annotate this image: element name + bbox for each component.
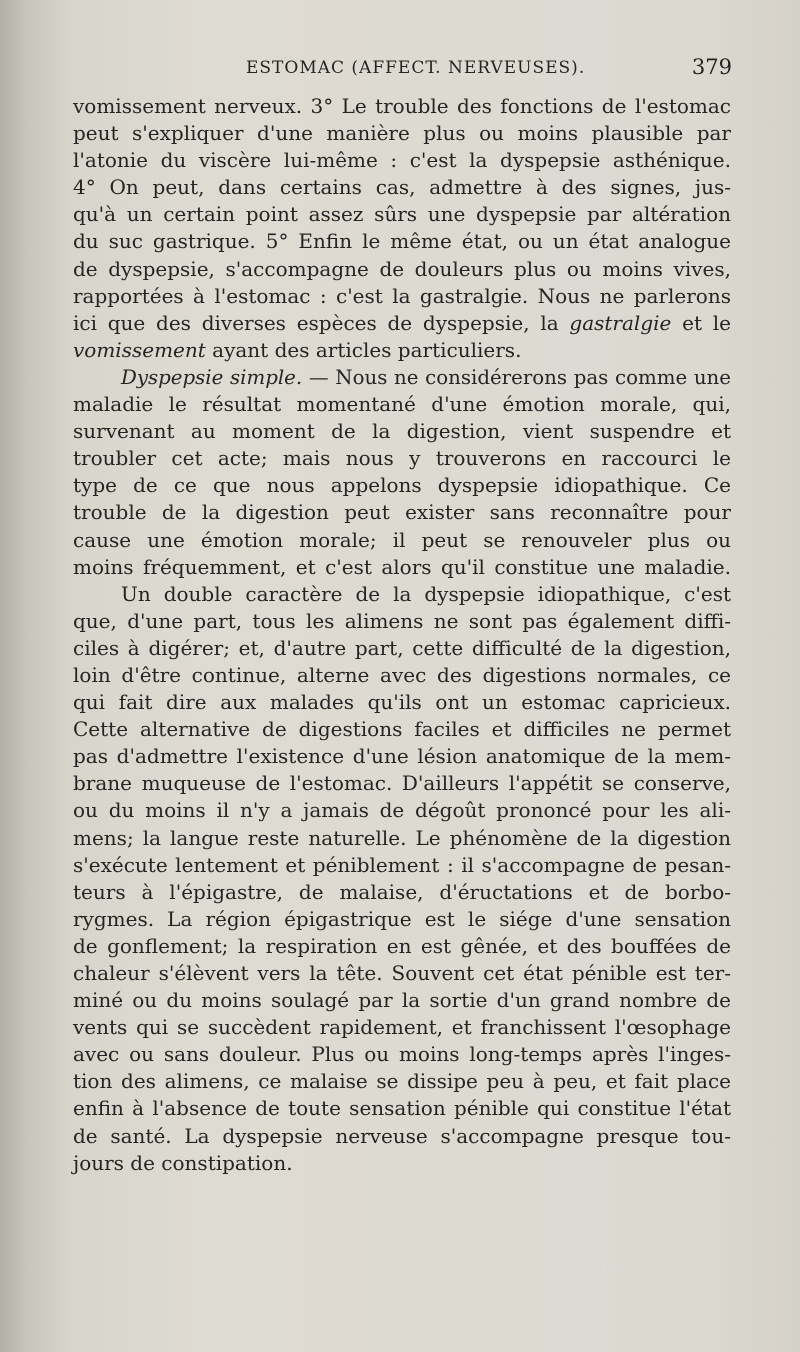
text-line: Dyspepsie simple. — Nous ne considérerons pas comme une <box>121 365 731 389</box>
text-line: troubler cet acte; mais nous y trouverons en raccourci le <box>73 446 731 471</box>
text-line: peut s'expliquer d'une manière plus ou moins plausible par <box>73 121 731 146</box>
text-line: vomissement ayant des articles particuliers. <box>73 337 522 362</box>
text-line: miné ou du moins soulagé par la sortie d'un grand nombre de <box>73 988 731 1013</box>
text-line: rapportées à l'estomac : c'est la gastralgie. Nous ne parlerons <box>73 283 731 308</box>
text-line: que, d'une part, tous les alimens ne sont pas également diffi- <box>73 608 731 633</box>
text-line: tion des alimens, ce malaise se dissipe peu à peu, et fait place <box>73 1069 731 1094</box>
text-line: avec ou sans douleur. Plus ou moins long-temps après l'inges- <box>73 1042 731 1067</box>
page-header <box>70 55 732 88</box>
text-line: Un double caractère de la dyspepsie idiopathique, c'est <box>121 581 731 606</box>
running-title: ESTOMAC (AFFECT. NERVEUSES). <box>246 58 586 78</box>
text-line: de dyspepsie, s'accompagne de douleurs plus ou moins vives, <box>73 256 731 281</box>
text-line: rygmes. La région épigastrique est le siége d'une sensation <box>73 906 731 931</box>
page-number: 379 <box>691 55 732 79</box>
emphasis: vomissement <box>73 337 206 362</box>
text-line: mens; la langue reste naturelle. Le phénomène de la digestion <box>73 825 731 850</box>
text-line: maladie le résultat momentané d'une émotion morale, qui, <box>73 392 731 417</box>
text-line: ou du moins il n'y a jamais de dégoût prononcé pour les ali- <box>73 798 731 823</box>
text-line: enfin à l'absence de toute sensation pénible qui constitue l'état <box>73 1096 731 1121</box>
text-line: ciles à digérer; et, d'autre part, cette difficulté de la digestion, <box>73 635 731 660</box>
text-line: brane muqueuse de l'estomac. D'ailleurs l'appétit se conserve, <box>73 771 731 796</box>
emphasis: Dyspepsie simple. <box>121 365 303 389</box>
text-line: cause une émotion morale; il peut se renouveler plus ou <box>73 527 731 552</box>
text-line: Cette alternative de digestions faciles et difficiles ne permet <box>73 717 731 742</box>
text-line: pas d'admettre l'existence d'une lésion anatomique de la mem- <box>73 744 731 769</box>
text-line: type de ce que nous appelons dyspepsie idiopathique. Ce <box>73 473 731 498</box>
text-line: survenant au moment de la digestion, vient suspendre et <box>73 419 731 444</box>
text-line: chaleur s'élèvent vers la tête. Souvent cet état pénible est ter- <box>73 961 731 985</box>
emphasis: gastralgie <box>569 310 672 335</box>
text-line: loin d'être continue, alterne avec des digestions normales, ce <box>73 662 731 687</box>
text-line: de gonflement; la respiration en est gênée, et des bouffées de <box>73 933 731 958</box>
text-line: ici que des diverses espèces de dyspepsie, la gastralgie et le <box>73 310 731 335</box>
text-line: qui fait dire aux malades qu'ils ont un estomac capricieux. <box>73 690 731 715</box>
text-line: moins fréquemment, et c'est alors qu'il constitue une maladie. <box>73 554 731 579</box>
text-line: 4° On peut, dans certains cas, admettre à des signes, jus- <box>73 175 731 200</box>
text-line: vomissement nerveux. 3° Le trouble des fonctions de l'estomac <box>73 94 731 118</box>
text-line: vents qui se succèdent rapidement, et franchissent l'œsophage <box>73 1015 731 1040</box>
text-line: trouble de la digestion peut exister sans reconnaître pour <box>73 500 731 525</box>
text-line: teurs à l'épigastre, de malaise, d'éructations et de borbo- <box>73 879 731 904</box>
body-text <box>73 93 731 1177</box>
text-line: s'exécute lentement et péniblement : il s'accompagne de pesan- <box>73 852 731 877</box>
text-line: jours de constipation. <box>73 1150 293 1175</box>
text-line: qu'à un certain point assez sûrs une dyspepsie par altération <box>73 202 731 227</box>
text-line: de santé. La dyspepsie nerveuse s'accompagne presque tou- <box>73 1123 731 1148</box>
text-line: du suc gastrique. 5° Enfin le même état, ou un état analogue <box>73 229 731 254</box>
text-line: l'atonie du viscère lui-même : c'est la dyspepsie asthénique. <box>73 148 731 173</box>
